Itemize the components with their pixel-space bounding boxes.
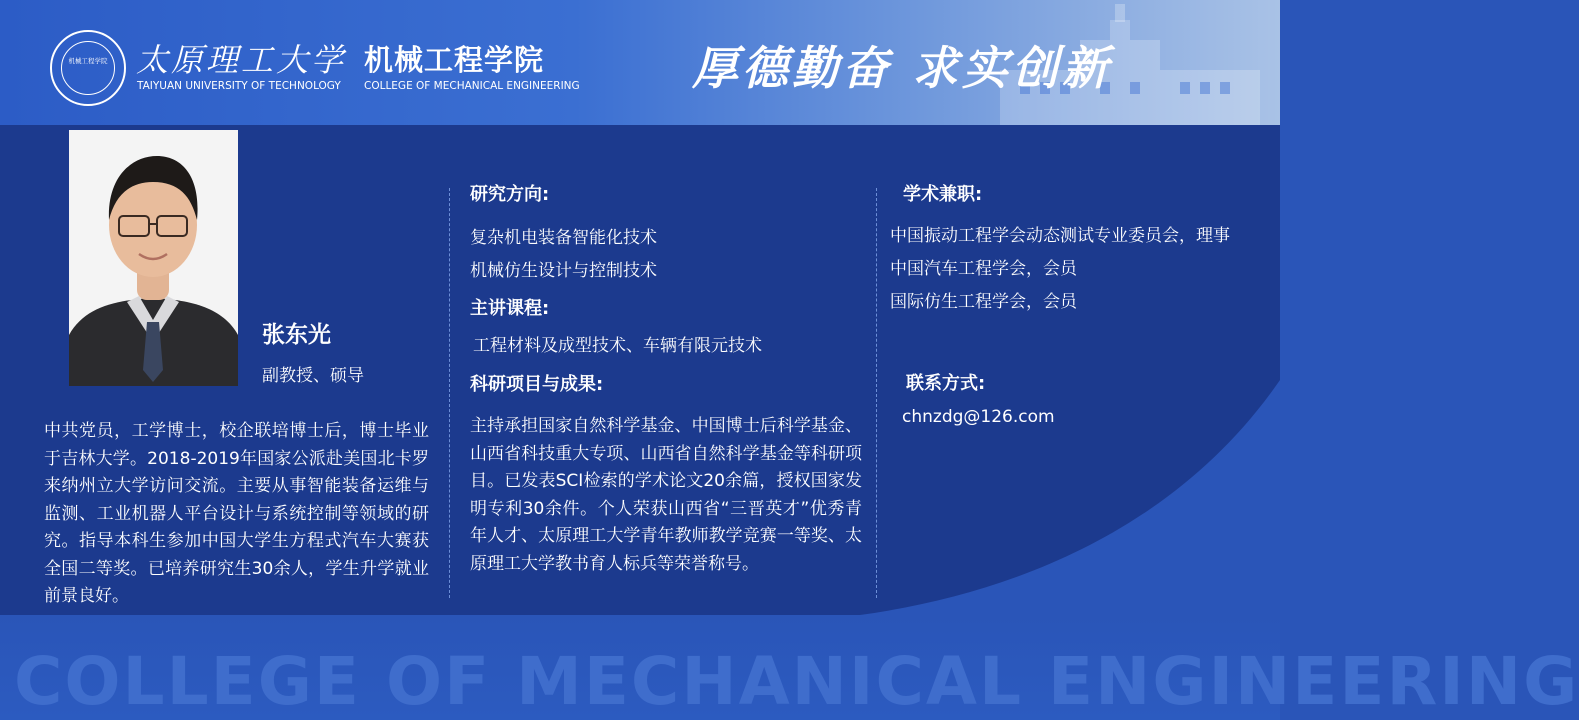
- profile-name: 张东光: [262, 322, 331, 348]
- column-divider-left: [449, 188, 450, 598]
- academic-item: 中国振动工程学会动态测试专业委员会，理事: [890, 226, 1230, 246]
- contact-heading: 联系方式:: [906, 373, 986, 394]
- projects-text: 主持承担国家自然科学基金、中国博士后科学基金、山西省科技重大专项、山西省自然科学基金等科研项目。已发表SCI检索的学术论文20余篇，授权国家发明专利30余件。个人荣获山西省“三晋英才”优秀青年人才、太原理工大学青年教师教学竞赛一等奖、太原理工大学教书育人标兵等荣誉称号。: [470, 416, 862, 574]
- projects-heading: 科研项目与成果:: [470, 374, 604, 395]
- footer-watermark: COLLEGE OF MECHANICAL ENGINEERING: [14, 643, 1579, 720]
- university-name-en: TAIYUAN UNIVERSITY OF TECHNOLOGY: [137, 80, 341, 92]
- academic-heading: 学术兼职:: [903, 184, 983, 205]
- university-name-cn: 太原理工大学: [136, 41, 347, 79]
- academic-item: 国际仿生工程学会，会员: [890, 292, 1077, 312]
- portrait-avatar: [69, 130, 238, 386]
- courses-heading: 主讲课程:: [470, 298, 550, 319]
- seal-text: 机械工程学院: [68, 57, 108, 65]
- column-divider-right: [876, 188, 877, 598]
- header-banner: [0, 0, 1280, 125]
- university-seal-icon: [50, 30, 126, 106]
- contact-email: chnzdg@126.com: [902, 407, 1055, 427]
- seal-inner-ring: [61, 41, 115, 95]
- profile-title: 副教授、硕导: [262, 366, 364, 386]
- courses-text: 工程材料及成型技术、车辆有限元技术: [473, 336, 762, 356]
- research-item: 复杂机电装备智能化技术: [470, 228, 657, 248]
- profile-photo: [69, 130, 238, 386]
- college-name-en: COLLEGE OF MECHANICAL ENGINEERING: [364, 80, 580, 92]
- research-item: 机械仿生设计与控制技术: [470, 261, 657, 281]
- research-heading: 研究方向:: [470, 184, 550, 205]
- academic-item: 中国汽车工程学会，会员: [890, 259, 1077, 279]
- university-motto: 厚德勤奋 求实创新: [692, 41, 1113, 95]
- college-name-cn: 机械工程学院: [364, 43, 545, 77]
- profile-bio: 中共党员，工学博士，校企联培博士后，博士毕业于吉林大学。2018-2019年国家公派赴美国北卡罗来纳州立大学访问交流。主要从事智能装备运维与监测、工业机器人平台设计与系统控制等领域的研究。指导本科生参加中国大学生方程式汽车大赛获全国二等奖。已培养研究生30余人，学生升学就业前景良好。: [44, 421, 429, 606]
